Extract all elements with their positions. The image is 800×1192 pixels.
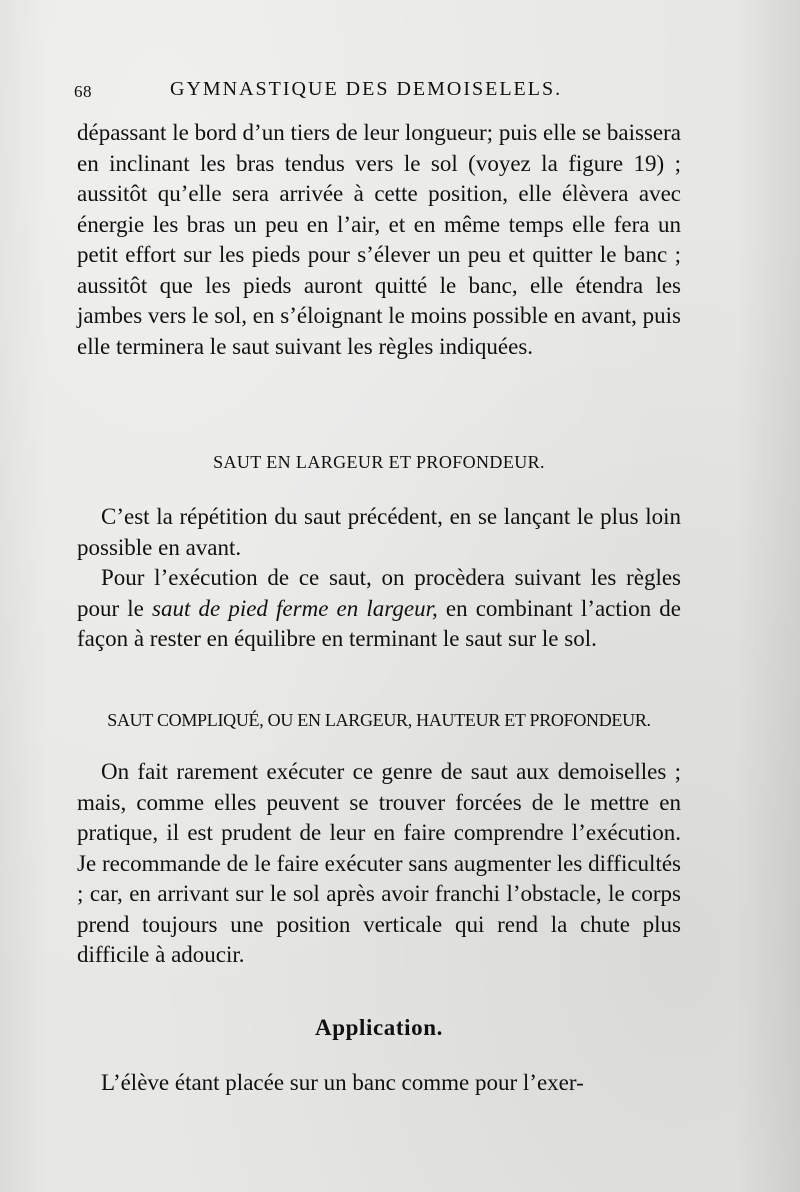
paragraph-execution-text-start: Pour l’exécution de ce saut, on procèdera suivant les règles pour le — [77, 565, 681, 621]
paragraph-execution — [77, 563, 681, 655]
section-heading-saut-largeur-profondeur: SAUT EN LARGEUR ET PROFONDEUR. — [213, 452, 545, 472]
paragraph-repetition: C’est la répétition du saut précédent, en se lançant le plus loin possible en avant. — [77, 504, 681, 560]
paragraph-execution-italic: saut de pied ferme en largeur, — [152, 595, 438, 621]
running-title: GYMNASTIQUE DES DEMOISELELS. — [170, 78, 563, 100]
paragraph-continuation: dépassant le bord d’un tiers de leur longueur; puis elle se baissera en inclinant les bras tendus vers le sol (voyez la figure 19) ; aussitôt qu’elle sera arrivée à cette position, elle élèvera avec énergie les bras un peu en l’air, et en même temps elle fera un petit effort sur les pieds pour s’élever un peu et quitter le banc ; aussitôt que les pieds auront quitté le banc, elle étendra les jambes vers le sol, en s’éloignant le moins possible en avant, puis elle terminera le saut suivant les règles indiquées. — [77, 120, 681, 359]
paragraph-execution-text-end: en combinant l’action de façon à rester en équilibre en terminant le saut sur le sol. — [77, 595, 681, 651]
page-number: 68 — [74, 82, 92, 101]
section-heading-application: Application. — [315, 1015, 443, 1040]
running-head — [74, 78, 694, 104]
section-saut-largeur-profondeur — [77, 502, 681, 655]
paragraph-saut-complique: On fait rarement exécuter ce genre de saut aux demoiselles ; mais, comme elles peuvent se trouver forcées de le mettre en pratique, il est prudent de leur en faire comprendre l’exécution. Je recommande de le faire exécuter sans augmenter les difficultés ; car, en arrivant sur le sol après avoir franchi l’obstacle, le corps prend toujours une position verticale qui rend la chute plus difficile à adoucir. — [77, 759, 681, 967]
paragraph-application: L’élève étant placée sur un banc comme pour l’exer- — [101, 1070, 584, 1095]
section-heading-saut-complique: SAUT COMPLIQUÉ, OU EN LARGEUR, HAUTEUR ET PROFONDEUR. — [107, 710, 651, 730]
